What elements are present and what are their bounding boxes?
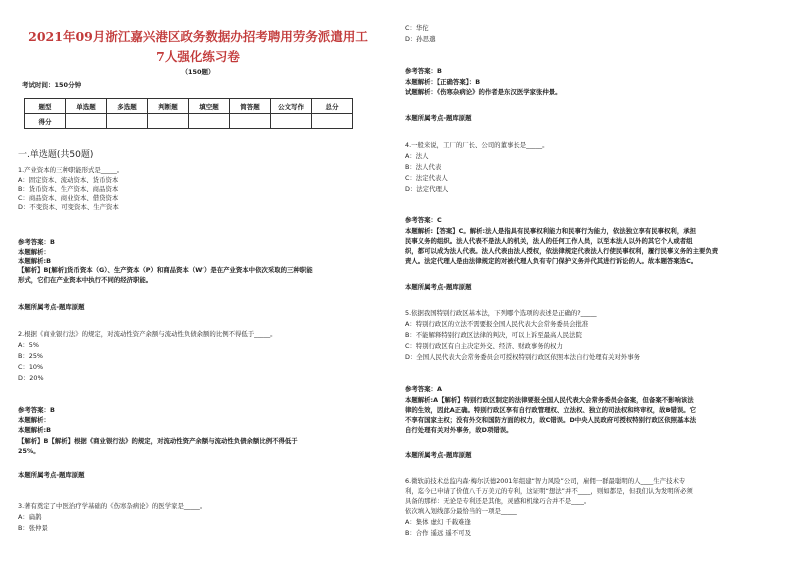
explanation-label: 本题解析:B — [18, 257, 51, 265]
section-heading: 一.单选题(共50题) — [18, 150, 94, 160]
option-a: A：5% — [18, 341, 39, 349]
option-c: C：特别行政区有自主决定外交、经济、财政事务的权力 — [405, 342, 563, 350]
exam-time: 考试时间：150分钟 — [22, 81, 82, 89]
source-note: 本题所属考点-题库原题 — [405, 114, 472, 122]
grade-cell: 单选题 — [66, 99, 107, 114]
question-stem: 1.产业资本的三种职能形式是_____。 — [18, 166, 124, 174]
question-stem: 6.微软前技术总监内森·梅尔沃德2001年组建“智力风险”公司，雇佣一群最聪明的人____生产技术专 — [405, 477, 686, 485]
question-stem: 依次填入划线部分最恰当的一项是_____ — [405, 507, 517, 515]
option-a: A：扁鹊 — [18, 513, 42, 521]
option-c: C：商品资本、商业资本、借贷资本 — [18, 194, 119, 202]
grade-cell-empty — [271, 114, 312, 129]
answer: 参考答案：B — [18, 406, 55, 414]
grade-cell-empty — [66, 114, 107, 129]
option-b: B：张仲景 — [18, 524, 48, 532]
explanation-text: 自行处理有关对外事务，故D项错误。 — [405, 426, 513, 434]
option-a: A：固定资本、流动资本、货币资本 — [18, 176, 119, 184]
answer: 参考答案：A — [405, 385, 442, 393]
question-stem: 利，迄今已申请了价值八千万美元的专利，这证明“想法”并不____，则如都是，但我们认为发明所必须 — [405, 487, 693, 495]
answer: 参考答案：C — [405, 216, 442, 224]
explanation-text: 【解析】B【解析】根据《商业银行法》的规定，对流动性资产余额与流动性负债余额比例不得低于 — [18, 437, 298, 445]
option-b: B：合作 遥远 遥不可及 — [405, 529, 471, 537]
grade-table — [24, 98, 353, 129]
answer: 参考答案：B — [18, 238, 55, 246]
doc-title-line2: 7人强化练习卷 — [156, 49, 240, 64]
explanation-text: 责人。法定代理人是由法律规定的对被代理人负有专门保护义务并代其进行诉讼的人。故本题答案选C。 — [405, 257, 698, 265]
grade-cell: 简答题 — [230, 99, 271, 114]
grade-cell: 得分 — [25, 114, 66, 129]
explanation-text: 形式，它们在产业资本中执行不同的经济职能。 — [18, 276, 153, 284]
option-d: D：不变资本、可变资本、生产资本 — [18, 203, 119, 211]
grade-cell-empty — [107, 114, 148, 129]
question-stem: 3.著有奠定了中医治疗学基础的《伤寒杂病论》的医学家是_____。 — [18, 502, 207, 510]
question-stem: 5.依据我国特别行政区基本法，下列哪个选项的表述是正确的?_____ — [405, 309, 597, 317]
grade-cell: 总分 — [312, 99, 353, 114]
option-d: D：20% — [18, 374, 44, 382]
source-note: 本题所属考点-题库原题 — [18, 303, 85, 311]
option-a: A：特别行政区的立法不需要报全国人民代表大会常务委员会批准 — [405, 320, 589, 328]
grade-cell-empty — [148, 114, 189, 129]
option-b: B：法人代表 — [405, 163, 442, 171]
explanation-text: 【解析】B[解析]货币资本（G）、生产资本（P）和商品资本（W′）是在产业资本中依次采取的三种职能 — [18, 266, 313, 274]
question-count: （150题） — [181, 68, 215, 76]
option-b: B：25% — [18, 352, 43, 360]
explanation-text: 不享有国家主权；没有外交和国防方面的权力，故C错误。D中央人民政府可授权特别行政区依照基本法 — [405, 416, 697, 424]
explanation-text: 本题解析:【答案】C。解析:法人是指具有民事权利能力和民事行为能力，依法独立享有民事权利，承担 — [405, 227, 696, 235]
grade-cell-empty — [189, 114, 230, 129]
explanation-label: 本题解析： — [18, 248, 50, 256]
explanation-label: 本题解析： — [18, 416, 50, 424]
grade-cell: 题型 — [25, 99, 66, 114]
question-stem: 具备的那样：无论是专利还是其他，灵感和机缘巧合并不是____。 — [405, 497, 591, 505]
grade-cell: 判断题 — [148, 99, 189, 114]
explanation-text: 本题解析:A【解析】特别行政区制定的法律要报全国人民代表大会常务委员会备案，但备案不影响该法 — [405, 396, 694, 404]
grade-table-score-row — [25, 114, 353, 129]
doc-title-line1: 2021年09月浙江嘉兴港区政务数据办招考聘用劳务派遣用工 — [28, 29, 368, 44]
source-note: 本题所属考点-题库原题 — [405, 451, 472, 459]
grade-table-header-row — [25, 99, 353, 114]
grade-cell-empty — [230, 114, 271, 129]
option-b: B：货币资本、生产资本、商品资本 — [18, 185, 119, 193]
explanation-label: 本题解析:B — [18, 426, 51, 434]
option-c: C：华佗 — [405, 24, 429, 32]
option-d: D：法定代理人 — [405, 185, 449, 193]
explanation-text: 本题解析：【正确答案】：B — [405, 78, 481, 86]
explanation-text: 民事义务的组织。法人代表不是法人的机关，法人的任何工作人员，以至本法人以外的其它个人或者组 — [405, 237, 693, 245]
option-c: C：10% — [18, 363, 44, 371]
question-stem: 2.根据《商业银行法》的规定，对流动性资产余额与流动性负债余额的比例不得低于_____。 — [18, 330, 277, 338]
option-d: D：全国人民代表大会常务委员会可授权特别行政区依照本法自行处理有关对外事务 — [405, 353, 640, 361]
explanation-text: 25%。 — [18, 447, 40, 455]
option-a: A：集体 虚幻 千载难逢 — [405, 518, 471, 526]
source-note: 本题所属考点-题库原题 — [18, 471, 85, 479]
grade-cell: 填空题 — [189, 99, 230, 114]
answer: 参考答案：B — [405, 67, 442, 75]
explanation-text: 律的生效，因此A正确。特别行政区享有自行政管理权、立法权、独立的司法权和终审权，故B错误。它 — [405, 406, 697, 414]
option-d: D：孙思邈 — [405, 35, 436, 43]
grade-cell-empty — [312, 114, 353, 129]
source-note: 本题所属考点-题库原题 — [405, 283, 472, 291]
grade-cell: 多选题 — [107, 99, 148, 114]
option-a: A：法人 — [405, 152, 429, 160]
grade-cell: 公文写作 — [271, 99, 312, 114]
option-c: C：法定代表人 — [405, 174, 448, 182]
question-stem: 4.一般来说，工厂的厂长、公司的董事长是_____。 — [405, 141, 549, 149]
option-b: B：不能解释特别行政区法律的判决，可以上诉至最高人民法院 — [405, 331, 582, 339]
explanation-text: 织，都可以成为法人代表。法人代表由法人授权，依法律规定代表法人行使民事权利，履行民事义务的主要负责 — [405, 247, 719, 255]
explanation-text: 试题解析：《伤寒杂病论》的作者是东汉医学家张仲景。 — [405, 88, 562, 96]
